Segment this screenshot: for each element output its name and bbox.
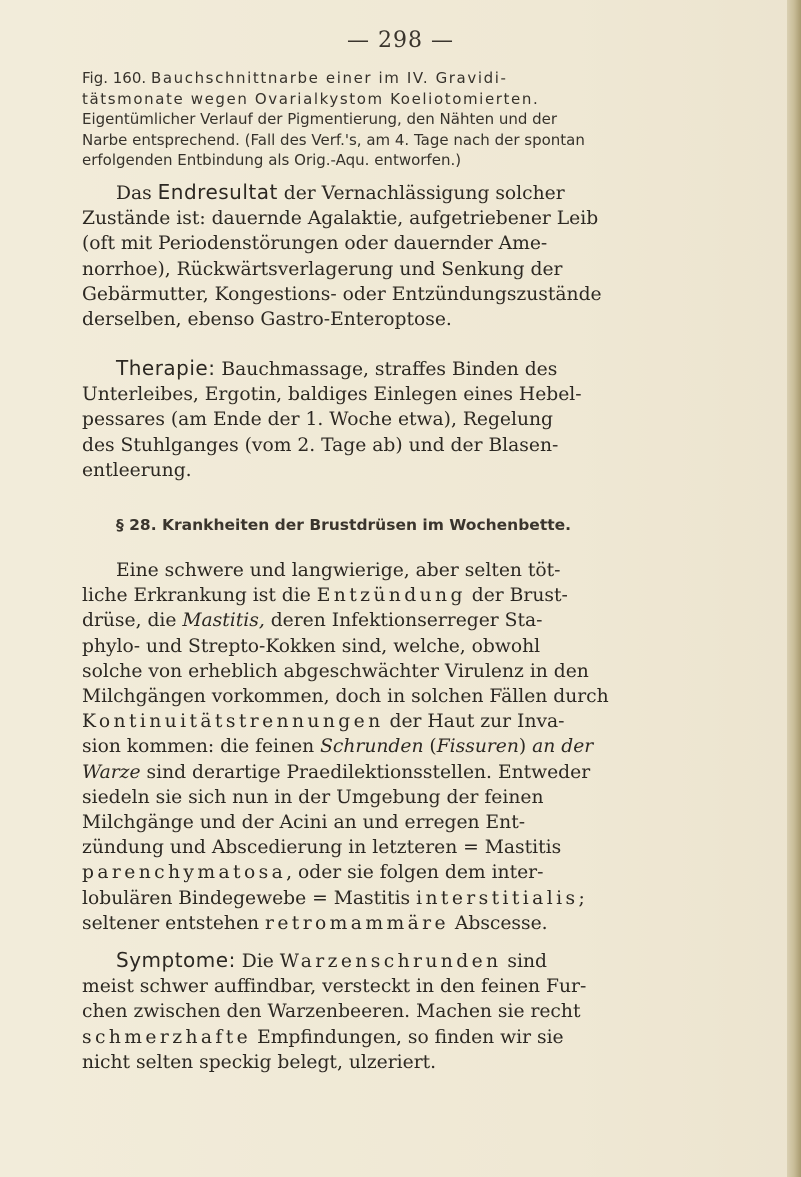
paragraph-text: lobulären Bindegewebe = Mastitis xyxy=(82,887,417,909)
paragraph-line: Milchgänge und der Acini an und erregen Ent- xyxy=(82,812,526,834)
paragraph-text: seltener entstehen xyxy=(82,912,265,934)
paragraph-line: norrhoe), Rückwärtsverlagerung und Senkung der xyxy=(82,258,563,280)
paragraph-line: des Stuhlganges (vom 2. Tage ab) und der Blasen- xyxy=(82,434,559,456)
paragraph-text: sind derartige Praedilektionsstellen. Entweder xyxy=(140,761,591,783)
italic-text: Schrunden xyxy=(320,736,424,758)
caption-title-1: Bauchschnittnarbe einer im IV. Gravidi- xyxy=(150,69,508,87)
paragraph-text: sind xyxy=(501,951,547,972)
paragraph-line: Eine schwere und langwierige, aber selten töt- xyxy=(116,560,561,581)
italic-text: Fissuren xyxy=(436,736,519,758)
italic-text: Warze xyxy=(82,761,141,783)
paragraph-line: Gebärmutter, Kongestions- oder Entzündungszustände xyxy=(82,283,602,305)
section-title: § 28. Krankheiten der Brustdrüsen im Wochenbette. xyxy=(116,516,572,534)
paragraph-heading: Symptome: xyxy=(116,948,236,972)
emphasis-text: Kontinuitätstrennungen xyxy=(82,711,384,733)
paragraph-line: meist schwer auffindbar, versteckt in den feinen Fur- xyxy=(82,976,587,998)
paragraph-heading: Endresultat xyxy=(157,180,278,204)
paragraph-text: der Haut zur Inva- xyxy=(383,711,565,733)
paragraph-line: zündung und Abscedierung in letzteren = Mastitis xyxy=(82,837,562,859)
emphasis-text: interstitialis xyxy=(416,887,579,909)
paragraph-text: drüse, die xyxy=(82,610,183,632)
paragraph-line: phylo- und Strepto-Kokken sind, welche, obwohl xyxy=(82,635,541,657)
paragraph-text: ; xyxy=(578,887,585,909)
paragraph-line: nicht selten speckig belegt, ulzeriert. xyxy=(82,1051,437,1073)
paragraph-line: pessares (am Ende der 1. Woche etwa), Regelung xyxy=(82,409,553,431)
paragraph-line: Milchgängen vorkommen, doch in solchen Fällen durch xyxy=(82,686,609,708)
emphasis-text: parenchymatosa xyxy=(82,862,287,884)
paragraph-heading: Therapie: xyxy=(116,356,216,380)
paragraph-text: Abscesse. xyxy=(448,912,548,934)
paragraph-text: sion kommen: die feinen xyxy=(82,736,321,758)
paragraph-line: Zustände ist: dauernde Agalaktie, aufgetriebener Leib xyxy=(82,208,599,230)
paragraph-line: entleerung. xyxy=(82,459,192,481)
paragraph-text: ) xyxy=(518,736,533,758)
paragraph-line: siedeln sie sich nun in der Umgebung der feinen xyxy=(82,786,544,808)
page-edge xyxy=(787,0,801,1177)
paragraph-text: ( xyxy=(423,736,437,758)
page-number: — 298 — xyxy=(347,28,454,53)
paragraph-text: Das xyxy=(116,183,158,204)
italic-text: an der xyxy=(532,736,594,758)
paragraph-text: der Brust- xyxy=(465,585,568,607)
emphasis-text: schmerzhafte xyxy=(82,1026,252,1048)
caption-line-4: Narbe entsprechend. (Fall des Verf.'s, am 4. Tage nach der spontan xyxy=(82,130,585,149)
emphasis-text: Warzenschrunden xyxy=(279,951,502,972)
paragraph-line: derselben, ebenso Gastro-Enteroptose. xyxy=(82,309,452,331)
paragraph-mastitis xyxy=(82,558,744,936)
paragraph-text: der Vernachlässigung solcher xyxy=(277,183,565,204)
paragraph-text: liche Erkrankung ist die xyxy=(82,585,317,607)
paragraph-line: Unterleibes, Ergotin, baldiges Einlegen eines Hebel- xyxy=(82,384,582,406)
caption-line-3: Eigentümlicher Verlauf der Pigmentierung, den Nähten und der xyxy=(82,110,558,128)
paragraph-symptome xyxy=(82,948,744,1075)
paragraph-endresultat xyxy=(82,180,744,332)
emphasis-text: Entzündung xyxy=(316,585,466,607)
italic-text: Mastitis, xyxy=(182,610,265,632)
caption-title-2: tätsmonate wegen Ovarialkystom Koeliotomierten. xyxy=(82,89,540,108)
paragraph-line: solche von erheblich abgeschwächter Virulenz in den xyxy=(82,660,589,682)
caption-line-5: erfolgenden Entbindung als Orig.-Aqu. entworfen.) xyxy=(82,151,462,169)
emphasis-text: retromammäre xyxy=(265,912,449,934)
paragraph-line: chen zwischen den Warzenbeeren. Machen sie recht xyxy=(82,1001,581,1023)
figure-caption xyxy=(82,68,742,171)
paragraph-text: deren Infektionserreger Sta- xyxy=(264,610,543,632)
paragraph-line: (oft mit Periodenstörungen oder dauernder Ame- xyxy=(82,233,548,255)
caption-fig-label: Fig. 160. xyxy=(82,69,151,87)
paragraph-text: , oder sie folgen dem inter- xyxy=(286,862,544,884)
paragraph-text: Die xyxy=(235,951,280,972)
paragraph-text: Empfindungen, so finden wir sie xyxy=(251,1026,564,1048)
paragraph-therapie xyxy=(82,356,744,483)
paragraph-text: Bauchmassage, straffes Binden des xyxy=(215,359,558,380)
